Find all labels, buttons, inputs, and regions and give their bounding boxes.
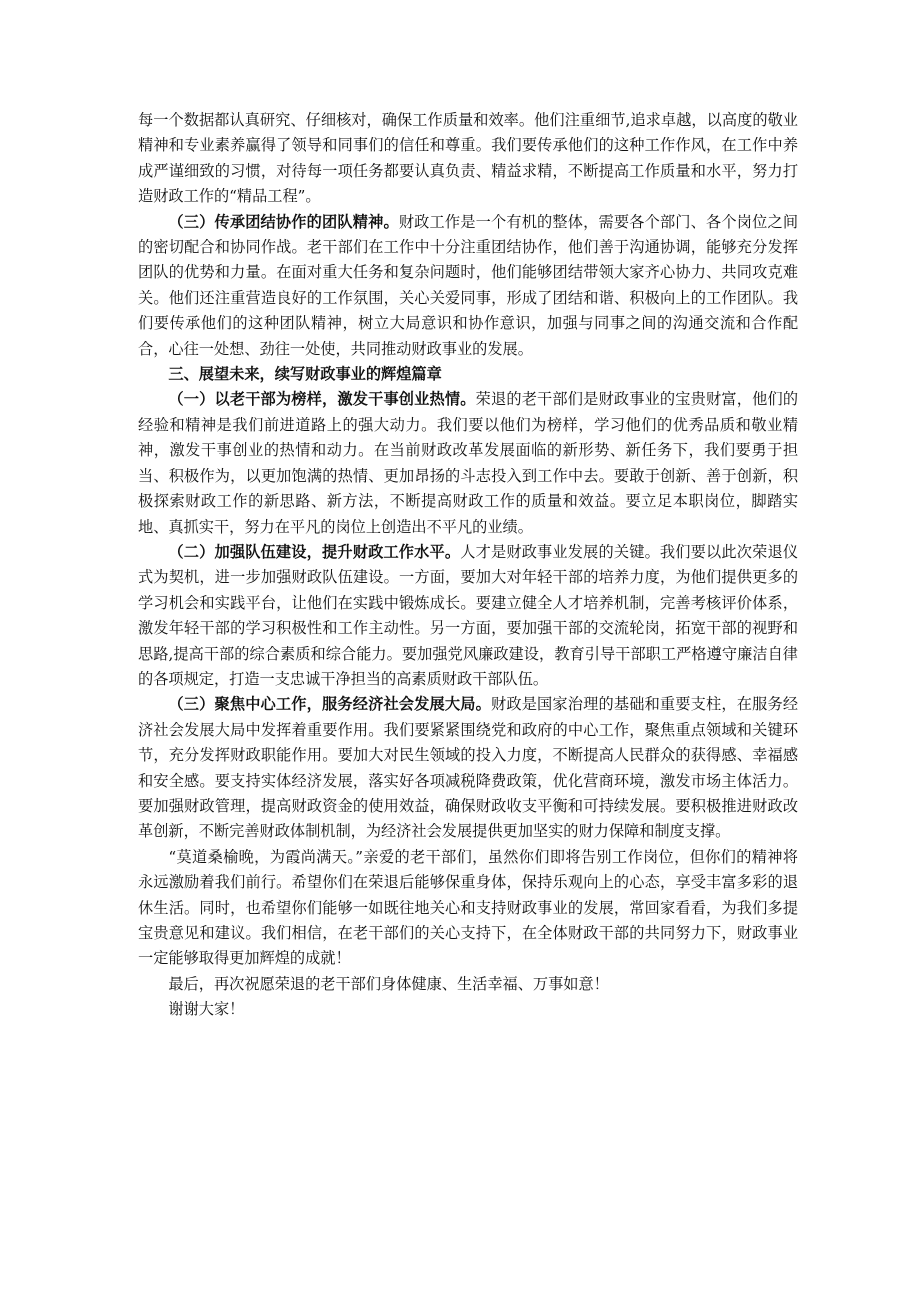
paragraph-central-work xyxy=(138,692,798,844)
paragraph-text: 财政工作是一个有机的整体，需要各个部门、各个岗位之间的密切配合和协同作战。老干部们在工作中十分注重团结协作，他们善于沟通协调，能够充分发挥团队的优势和力量。在面对重大任务和复杂问题时，他们能够团结带领大家齐心协力、共同攻克难关。他们还注重营造良好的工作氛围，关心关爱同事，形成了团结和谐、积极向上的工作团队。我们要传承他们的这种团队精神，树立大局意识和协作意识，加强与同事之间的沟通交流和合作配合，心往一处想、劲往一处使，共同推动财政事业的发展。 xyxy=(138,212,799,358)
paragraph-lead: （三）传承团结协作的团队精神。 xyxy=(168,212,399,231)
paragraph-role-model xyxy=(138,387,798,539)
paragraph-text: 财政是国家治理的基础和重要支柱，在服务经济社会发展大局中发挥着重要作用。我们要紧紧围绕党和政府的中心工作，聚焦重点领域和关键环节，充分发挥财政职能作用。要加大对民生领域的投入力度，不断提高人民群众的获得感、幸福感和安全感。要支持实体经济发展，落实好各项减税降费政策，优化营商环境，激发市场主体活力。要加强财政管理，提高财政资金的使用效益，确保财政收支平衡和可持续发展。要积极推进财政改革创新，不断完善财政体制机制，为经济社会发展提供更加坚实的财力保障和制度支撑。 xyxy=(138,695,799,841)
paragraph-lead: （三）聚焦中心工作，服务经济社会发展大局。 xyxy=(168,695,491,714)
paragraph-teamwork xyxy=(138,210,798,362)
paragraph-farewell: “莫道桑榆晚，为霞尚满天。”亲爱的老干部们，虽然你们即将告别工作岗位，但你们的精神将永远激励着我们前行。希望你们在荣退后能够保重身体，保持乐观向上的心态，享受丰富多彩的退休生活。同时，也希望你们能够一如既往地关心和支持财政事业的发展，常回家看看，为我们多提宝贵意见和建议。我们相信，在老干部们的关心支持下，在全体财政干部的共同努力下，财政事业一定能够取得更加辉煌的成就！ xyxy=(138,847,798,968)
paragraph-thanks: 谢谢大家！ xyxy=(168,1000,245,1019)
paragraph-text: 人才是财政事业发展的关键。我们要以此次荣退仪式为契机，进一步加强财政队伍建设。一方面，要加大对年轻干部的培养力度，为他们提供更多的学习机会和实践平台，让他们在实践中锻炼成长。要建立健全人才培养机制，完善考核评价体系，激发年轻干部的学习积极性和工作主动性。另一方面，要加强干部的交流轮岗，拓宽干部的视野和思路,提高干部的综合素质和综合能力。要加强党风廉政建设，教育引导干部职工严格遵守廉洁自律的各项规定，打造一支忠诚干净担当的高素质财政干部队伍。 xyxy=(138,542,799,688)
paragraph-closing-wish: 最后，再次祝愿荣退的老干部们身体健康、生活幸福、万事如意！ xyxy=(168,974,609,993)
section-heading: 三、展望未来，续写财政事业的辉煌篇章 xyxy=(168,365,442,384)
paragraph-lead: （一）以老干部为榜样，激发干事创业热情。 xyxy=(168,390,476,409)
paragraph-team-building xyxy=(138,540,798,692)
paragraph-continuation: 每一个数据都认真研究、仔细核对，确保工作质量和效率。他们注重细节,追求卓越，以高度的敬业精神和专业素养赢得了领导和同事们的信任和尊重。我们要传承他们的这种工作作风，在工作中养成严谨细致的习惯，对待每一项任务都要认真负责、精益求精，不断提高工作质量和水平，努力打造财政工作的“精品工程”。 xyxy=(138,111,798,206)
paragraph-text: 荣退的老干部们是财政事业的宝贵财富，他们的经验和精神是我们前进道路上的强大动力。我们要以他们为榜样，学习他们的优秀品质和敬业精神，激发干事创业的热情和动力。在当前财政改革发展面临的新形势、新任务下，我们要勇于担当、积极作为，以更加饱满的热情、更加昂扬的斗志投入到工作中去。要敢于创新、善于创新，积极探索财政工作的新思路、新方法，不断提高财政工作的质量和效益。要立足本职岗位，脚踏实地、真抓实干，努力在平凡的岗位上创造出不平凡的业绩。 xyxy=(138,390,799,536)
paragraph-lead: （二）加强队伍建设，提升财政工作水平。 xyxy=(168,542,461,561)
document-body xyxy=(138,108,798,1023)
